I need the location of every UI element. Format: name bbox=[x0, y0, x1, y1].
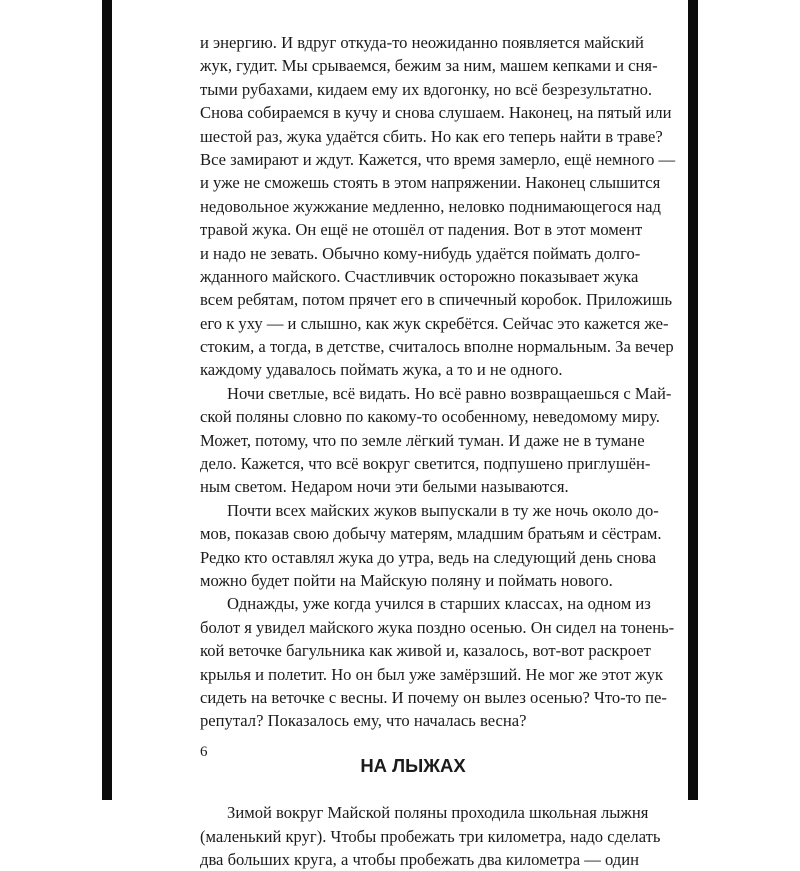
text-line: Снова собираемся в кучу и снова слушаем. Наконец, на пятый или bbox=[200, 103, 672, 123]
text-line: болот я увидел майского жука поздно осенью. Он сидел на тонень- bbox=[200, 617, 675, 637]
text-line: Редко кто оставлял жука до утра, ведь на следующий день снова bbox=[200, 547, 657, 567]
text-line: всем ребятам, потом прячет его в спичечный коробок. Приложишь bbox=[200, 290, 673, 310]
text-line: стоким, а тогда, в детстве, считалось вполне нормальным. За вечер bbox=[200, 337, 674, 357]
text-line: шестой раз, жука удаётся сбить. Но как его теперь найти в траве? bbox=[200, 126, 663, 146]
text-line: Почти всех майских жуков выпускали в ту же ночь около до- bbox=[227, 500, 659, 520]
page-body bbox=[200, 31, 676, 871]
text-line: его к уху — и слышно, как жук скребётся. Сейчас это кажется же- bbox=[200, 313, 669, 333]
text-line: Ночи светлые, всё видать. Но всё равно возвращаешься с Май- bbox=[227, 383, 672, 403]
section-heading: НА ЛЫЖАХ bbox=[360, 754, 466, 776]
text-line: сидеть на веточке с весны. И почему он вылез осенью? Что-то пе- bbox=[200, 687, 667, 707]
text-line: Может, потому, что по земле лёгкий туман. И даже не в тумане bbox=[200, 430, 645, 450]
text-line: репутал? Показалось ему, что началась весна? bbox=[200, 711, 527, 731]
text-line: каждому удавалось поймать жука, а то и не одного. bbox=[200, 360, 563, 380]
paragraph bbox=[200, 801, 661, 871]
text-line: жданного майского. Счастливчик осторожно показывает жука bbox=[200, 266, 639, 286]
text-line: недовольное жужжание медленно, неловко поднимающегося над bbox=[200, 196, 661, 216]
text-line: и надо не зевать. Обычно кому-нибудь удаётся поймать долго- bbox=[200, 243, 641, 263]
text-line: кой веточке багульника как живой и, казалось, вот-вот раскроет bbox=[200, 641, 651, 661]
text-line: ской поляны словно по какому-то особенному, неведомому миру. bbox=[200, 407, 660, 427]
paragraph bbox=[200, 592, 675, 732]
text-before-heading bbox=[200, 31, 676, 733]
text-line: и уже не сможешь стоять в этом напряжении. Наконец слышится bbox=[200, 173, 661, 193]
text-line: (маленький круг). Чтобы пробежать три километра, надо сделать bbox=[200, 826, 661, 846]
page-number: 6 bbox=[200, 744, 208, 760]
text-line: крылья и полетит. Но он был уже замёрзший. Не мог же этот жук bbox=[200, 664, 663, 684]
text-line: два больших круга, а чтобы пробежать два километра — один bbox=[200, 849, 639, 869]
text-line: тыми рубахами, кидаем ему их вдогонку, но всё безрезультатно. bbox=[200, 79, 653, 99]
text-line: можно будет пойти на Майскую поляну и поймать нового. bbox=[200, 570, 613, 590]
paragraph bbox=[200, 31, 676, 382]
text-line: Однажды, уже когда учился в старших классах, на одном из bbox=[227, 594, 651, 614]
paragraph bbox=[200, 382, 672, 499]
text-line: мов, показав свою добычу матерям, младшим братьям и сёстрам. bbox=[200, 524, 662, 544]
text-line: дело. Кажется, что всё вокруг светится, подпушено приглушён- bbox=[200, 454, 651, 474]
text-line: ным светом. Недаром ночи эти белыми называются. bbox=[200, 477, 569, 497]
paragraph bbox=[200, 499, 662, 593]
text-line: жук, гудит. Мы срываемся, бежим за ним, машем кепками и сня- bbox=[200, 56, 658, 76]
text-line: Все замирают и ждут. Кажется, что время замерло, ещё немного — bbox=[200, 149, 676, 169]
text-line: травой жука. Он ещё не отошёл от падения. Вот в этот момент bbox=[200, 220, 643, 240]
text-line: Зимой вокруг Майской поляны проходила школьная лыжня bbox=[227, 803, 649, 823]
text-after-heading bbox=[200, 801, 661, 871]
text-line: и энергию. И вдруг откуда-то неожиданно появляется майский bbox=[200, 33, 644, 52]
